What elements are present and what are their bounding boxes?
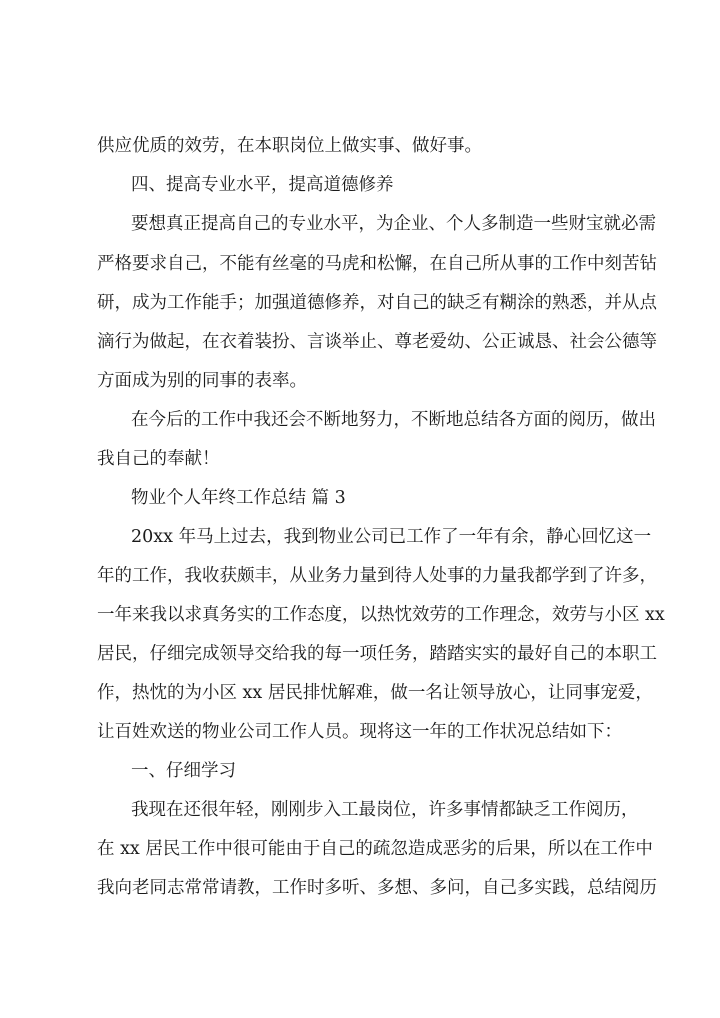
text-line-5: 研，成为工作能手；加强道德修养，对自己的缺乏有糊涂的熟悉，并从点 [97, 293, 657, 313]
text-line-4: 严格要求自己，不能有丝毫的马虎和松懈，在自己所从事的工作中刻苦钻 [97, 254, 657, 274]
text-line-9: 我自己的奉献！ [97, 449, 220, 469]
section-heading-1: 一、仔细学习 [131, 761, 236, 781]
text-line-20: 我向老同志常常请教，工作时多听、多想、多问，自己多实践，总结阅历 [97, 878, 657, 898]
text-line-16: 让百姓欢送的物业公司工作人员。现将这一年的工作状况总结如下： [97, 722, 622, 742]
text-line-8: 在今后的工作中我还会不断地努力，不断地总结各方面的阅历，做出 [131, 410, 656, 430]
text-line-15: 作，热忱的为小区 xx 居民排忧解难，做一名让领导放心，让同事宠爱， [97, 683, 653, 703]
text-line-6: 滴行为做起，在衣着装扮、言谈举止、尊老爱幼、公正诚恳、社会公德等 [97, 332, 657, 352]
text-line-13: 一年来我以求真务实的工作态度，以热忱效劳的工作理念，效劳与小区 xx [97, 605, 665, 625]
text-line-3: 要想真正提高自己的专业水平，为企业、个人多制造一些财宝就必需 [131, 214, 656, 234]
text-line-19: 在 xx 居民工作中很可能由于自己的疏忽造成恶劣的后果，所以在工作中 [97, 839, 653, 859]
text-line-18: 我现在还很年轻，刚刚步入工最岗位，许多事情都缺乏工作阅历， [131, 800, 639, 820]
text-line-1: 供应优质的效劳，在本职岗位上做实事、做好事。 [97, 136, 482, 156]
text-line-7: 方面成为别的同事的表率。 [97, 371, 307, 391]
section-heading-4: 四、提高专业水平，提高道德修养 [131, 175, 394, 195]
text-line-12: 年的工作，我收获颇丰，从业务力量到待人处事的力量我都学到了许多， [97, 566, 657, 586]
text-line-11: 20xx 年马上过去，我到物业公司已工作了一年有余，静心回忆这一 [131, 527, 652, 547]
text-line-14: 居民，仔细完成领导交给我的每一项任务，踏踏实实的最好自己的本职工 [97, 644, 657, 664]
article-title: 物业个人年终工作总结 篇 3 [131, 488, 346, 508]
